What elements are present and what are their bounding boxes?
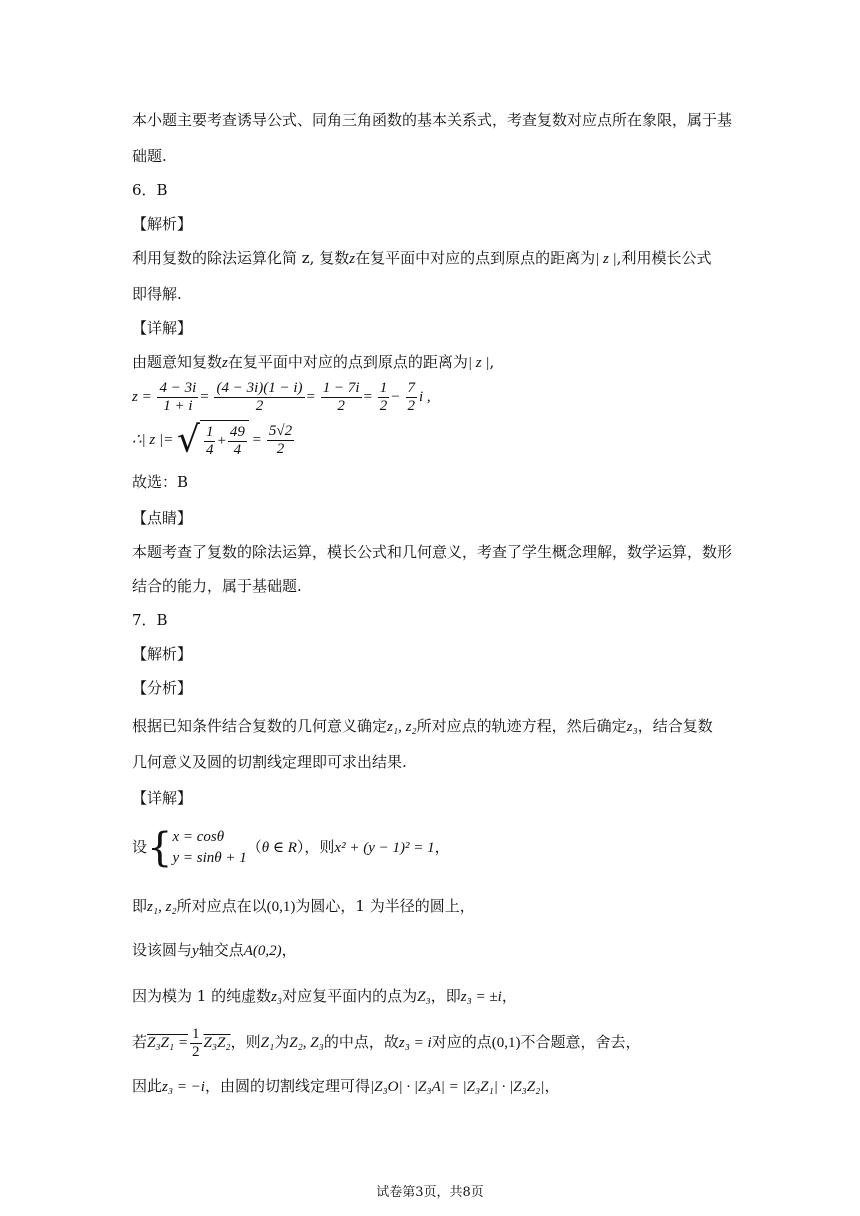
- text-line: 若Z₃Z₁ = $\frac{1}{2}$ Z₃Z₂，则Z₁为Z₂, Z₃的中点，故z₃ = i对应的点(0,1)不合题意，舍去，: [132, 1025, 641, 1060]
- text-line: 本小题主要考查诱导公式、同角三角函数的基本关系式，考查复数对应点所在象限，属于基: [132, 111, 733, 129]
- question-number: 7．B: [132, 611, 168, 629]
- section-heading: 【分析】: [132, 679, 193, 697]
- section-heading: 【详解】: [132, 319, 193, 337]
- section-heading: 【解析】: [132, 215, 193, 233]
- text-line: 因为模为 1 的纯虚数z₃对应复平面内的点为Z₃，即z₃ = ±i，: [132, 987, 517, 1005]
- question-number: 6．B: [132, 181, 168, 199]
- text-line: 即z₁, z₂所对应点在以(0,1)为圆心，1 为半径的圆上，: [132, 897, 475, 915]
- text-line: 即得解.: [132, 285, 182, 303]
- text-line: 础题.: [132, 147, 167, 165]
- section-heading: 【解析】: [132, 645, 193, 663]
- text-line: 结合的能力，属于基础题.: [132, 577, 302, 595]
- section-heading: 【详解】: [132, 789, 193, 807]
- equation-modulus: ∴| z |= √ $\frac{1}{4}$ + $\frac{49}{4}$ = $\frac{5√2}{2}$: [132, 419, 293, 461]
- page-footer: 试卷第3页，共8页: [376, 1185, 484, 1200]
- text-line: 设该圆与y轴交点A(0,2)，: [132, 941, 297, 959]
- parametric-system: 设{ x = cosθ y = sinθ + 1 （θ ∈ R），则x² + (y − 1)² = 1，: [132, 825, 450, 871]
- section-heading: 【点睛】: [132, 509, 193, 527]
- text-line: 几何意义及圆的切割线定理即可求出结果.: [132, 753, 407, 771]
- equation-division: z = $\frac{4 - 3i}{1 + i}$ = $\frac{(4 - 3i)(1 - i)}{2}$ = $\frac{1 - 7i}{2}$ = $\frac{1}{2}$ − $\frac{7}{2}$ i ,: [132, 380, 431, 415]
- text-line: 利用复数的除法运算化简 z, 复数z在复平面中对应的点到原点的距离为| z |,利用模长公式: [132, 249, 712, 267]
- text-line: 本题考查了复数的除法运算，模长公式和几何意义，考查了学生概念理解，数学运算，数形: [132, 543, 733, 561]
- text-line: 由题意知复数z在复平面中对应的点到原点的距离为| z |,: [132, 353, 495, 371]
- text-line: 因此z₃ = −i，由圆的切割线定理可得|Z₃O| · |Z₃A| = |Z₃Z₁| · |Z₃Z₂|，: [132, 1077, 560, 1095]
- text-line: 根据已知条件结合复数的几何意义确定z₁, z₂所对应点的轨迹方程，然后确定z₃，结合复数: [132, 717, 713, 735]
- text-line: 故选：B: [132, 473, 189, 491]
